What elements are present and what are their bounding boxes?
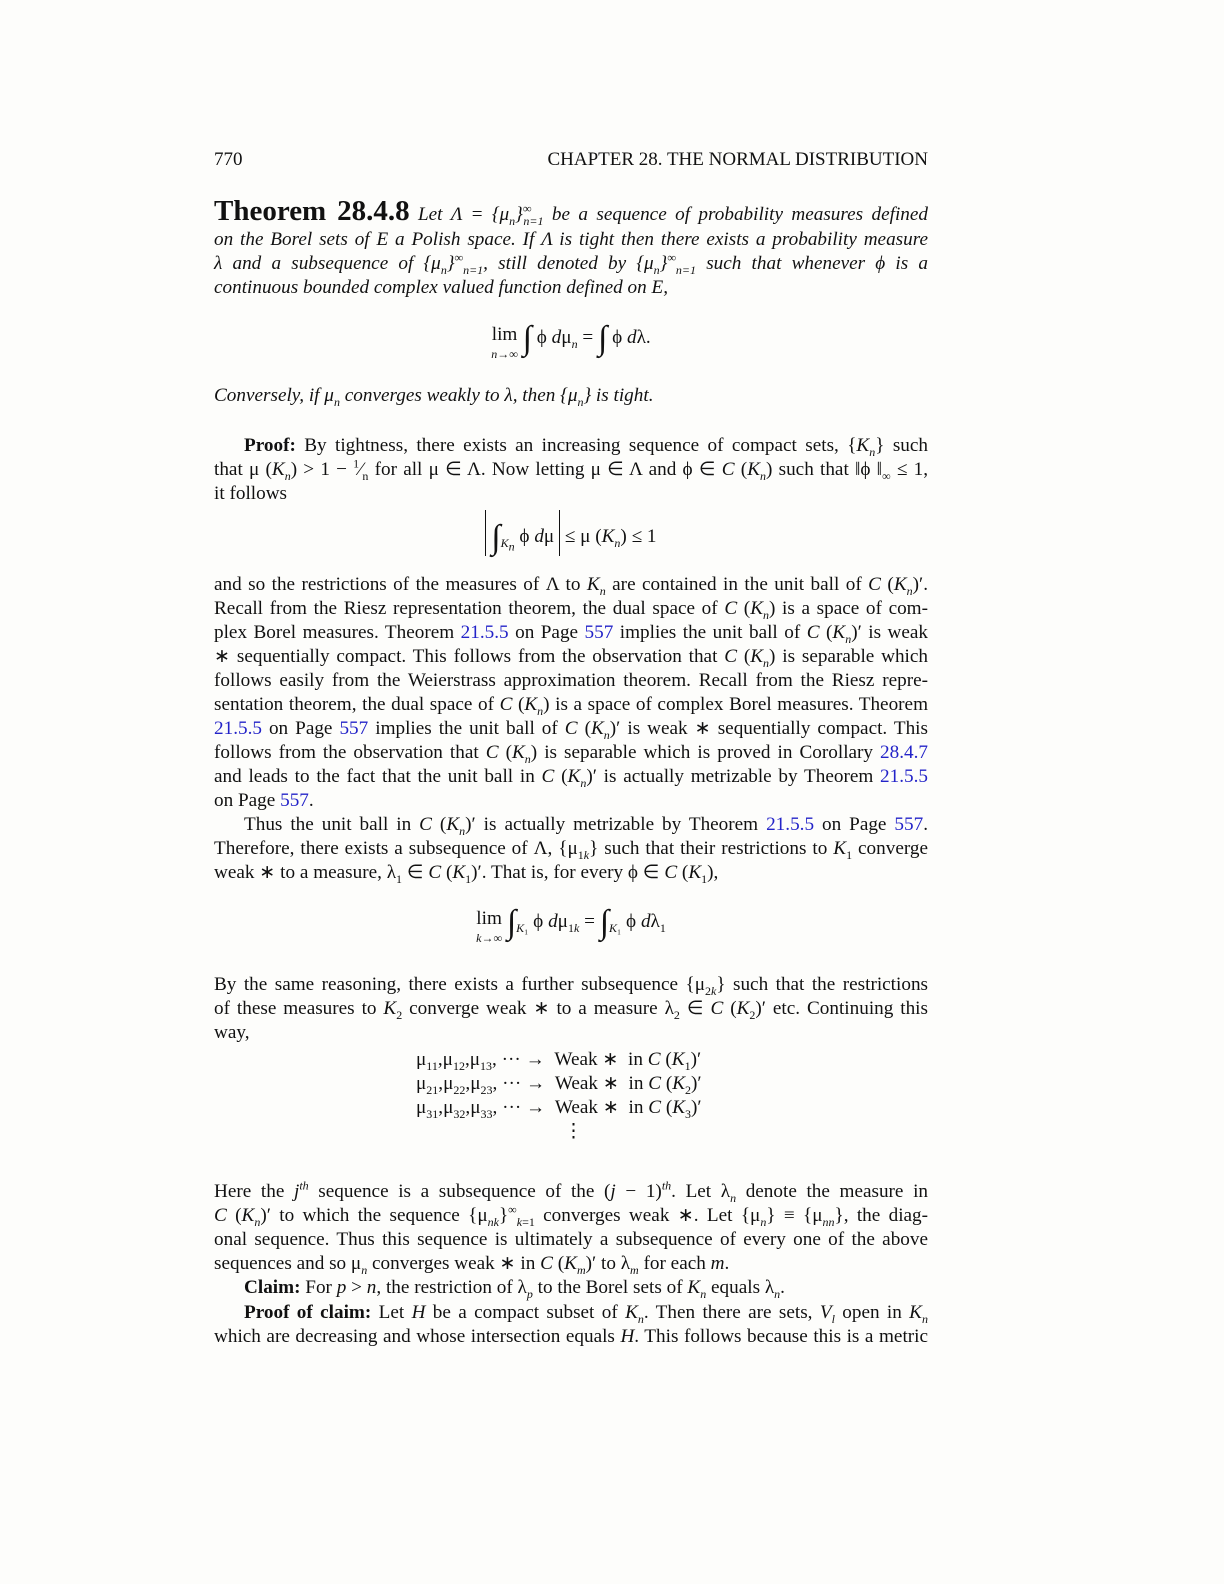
p2-line: ∗ sequentially compact. This follows from the observation that C $(K_n)$ is separable which [214,646,928,670]
p4-line: way, [214,1022,250,1043]
p5-line: onal sequence. Thus this sequence is ultimately a subsequence of every one of the above [214,1229,928,1250]
proof-of-claim-line: which are decreasing and whose intersection equals H. This follows because this is a metric [214,1326,929,1347]
link-page-557[interactable]: 557 [280,790,309,811]
theorem-statement: Theorem 28.4.8 Let $\Lambda = \{\mu_n\}^\infty_{n=1}$ be a sequence of probability measures defined [214,195,928,228]
link-theorem-21-5-5[interactable]: 21.5.5 [214,718,262,739]
proof-line-1: Proof: By tightness, there exists an increasing sequence of compact sets, $\{K_n\}$ such [244,435,928,459]
proof-equation-2: lim k→∞ $\int_{K_1}$ ϕ $d\mu_{1k} = \int_{K_1}$ ϕ $d\lambda_1$ [476,904,666,945]
p2-line: on Page 557. [214,790,314,811]
theorem-line-2: on the Borel sets of E a Polish space. If Λ is tight then there exists a probability measure [214,229,928,250]
sequence-array [416,1048,816,1144]
p5-line: sequences and so $\mu_n$ converges weak ∗ in C $(K_m)'$ to $\lambda_m$ for each m. [214,1253,730,1277]
p3-line: Therefore, there exists a subsequence of Λ, $\{\mu_{1k}\}$ such that their restrictions to $K_1$ converge [214,838,929,862]
p2-line: sentation theorem, the dual space of C $(K_n)$ is a space of complex Borel measures. Theorem [214,694,928,718]
link-page-557[interactable]: 557 [584,622,614,643]
p4-line: of these measures to $K_2$ converge weak ∗ to a measure $\lambda_2$ ∈ C $(K_2)'$ etc. Continuing this [214,998,928,1022]
p2-line: plex Borel measures. Theorem 21.5.5 on Page 557 implies the unit ball of C $(K_n)'$ is weak [214,622,928,646]
claim-label: Claim: [244,1277,301,1298]
p2-line: 21.5.5 on Page 557 implies the unit ball of C $(K_n)'$ is weak ∗ sequentially compact. This [214,718,928,742]
theorem-converse: Conversely, if $\mu_n$ converges weakly to λ, then $\{\mu_n\}$ is tight. [214,385,654,409]
p2-line: and leads to the fact that the unit ball in C $(K_n)'$ is actually metrizable by Theorem 21.5.5 [214,766,928,790]
running-header [214,148,928,172]
chapter-title: CHAPTER 28. THE NORMAL DISTRIBUTION [547,149,928,170]
p2-line: Recall from the Riesz representation theorem, the dual space of C $(K_n)$ is a space of com- [214,598,928,622]
p5-line: C $(K_n)'$ to which the sequence $\{\mu_{nk}\}^\infty_{k=1}$ converges weak ∗. Let $\{\mu_n\} \equiv \{\mu_{nn}\}$, the diag- [214,1202,929,1229]
p2-line: follows easily from the Weierstrass approximation theorem. Recall from the Riesz repre- [214,670,928,691]
p5-line: Here the $j^{th}$ sequence is a subsequence of the $(j - 1)^{th}$. Let $\lambda_n$ denote the measure in [214,1178,928,1205]
link-page-557[interactable]: 557 [339,718,369,739]
array-row: $\mu_{11},\mu_{12},\mu_{13}$, ··· → Weak ∗ in C $(K_1)'$ [416,1049,702,1073]
link-page-557[interactable]: 557 [894,814,924,835]
proof-line-2: that μ $(K_n) > 1$ − $^1⁄_n$ for all μ ∈ Λ. Now letting μ ∈ Λ and ϕ ∈ C $(K_n)$ such that ‖ϕ $‖_\infty \le 1$, [214,456,928,483]
theorem-title: Theorem 28.4.8 [214,195,410,227]
array-row: $\mu_{21},\mu_{22},\mu_{23}$, ··· → Weak ∗ in C $(K_2)'$ [416,1073,702,1097]
claim: Claim: For p > n, the restriction of $\lambda_p$ to the Borel sets of $K_n$ equals $\lambda_n$. [244,1277,785,1301]
theorem-equation: lim n→∞ ∫ ϕ $d\mu_n$ = ∫ ϕ dλ. [491,320,651,361]
p2-line: follows from the observation that C $(K_n)$ is separable which is proved in Corollary 28.4.7 [214,742,929,766]
link-theorem-21-5-5[interactable]: 21.5.5 [880,766,928,787]
proof-line-3: it follows [214,483,288,504]
p4-line: By the same reasoning, there exists a further subsequence $\{\mu_{2k}\}$ such that the restrictions [214,974,929,998]
page-number: 770 [214,149,243,170]
proof-of-claim-label: Proof of claim: [244,1302,372,1323]
proof-label: Proof: [244,435,296,456]
proof-equation-1: $\int_{K_n}$ ϕ dμ ≤ μ $(K_n) \le 1$ [214,510,928,556]
array-row: $\mu_{31},\mu_{32},\mu_{33}$, ··· → Weak ∗ in C $(K_3)'$ [416,1097,702,1121]
theorem-line-4: continuous bounded complex valued function defined on E, [214,277,668,298]
proof-of-claim-line: Proof of claim: Let H be a compact subset of $K_n$. Then there are sets, $V_l$ open in $K_n$ [244,1302,928,1326]
p2-line: and so the restrictions of the measures of Λ to $K_n$ are contained in the unit ball of C $(K_n)'$. [214,574,929,598]
link-theorem-21-5-5[interactable]: 21.5.5 [460,622,509,643]
link-corollary-28-4-7[interactable]: 28.4.7 [880,742,929,763]
vertical-dots: ⋮ [564,1121,584,1142]
link-theorem-21-5-5[interactable]: 21.5.5 [766,814,815,835]
theorem-line-3: λ and a subsequence of $\{\mu_n\}^\infty_{n=1}$, still denoted by $\{\mu_n\}^\infty_{n=1}$ such that whenever ϕ is a [214,250,928,277]
p3-line: weak ∗ to a measure, $\lambda_1$ ∈ C $(K_1)'$. That is, for every ϕ ∈ C $(K_1)$, [214,862,719,886]
p3-line: Thus the unit ball in C $(K_n)'$ is actually metrizable by Theorem 21.5.5 on Page 557. [244,814,928,838]
